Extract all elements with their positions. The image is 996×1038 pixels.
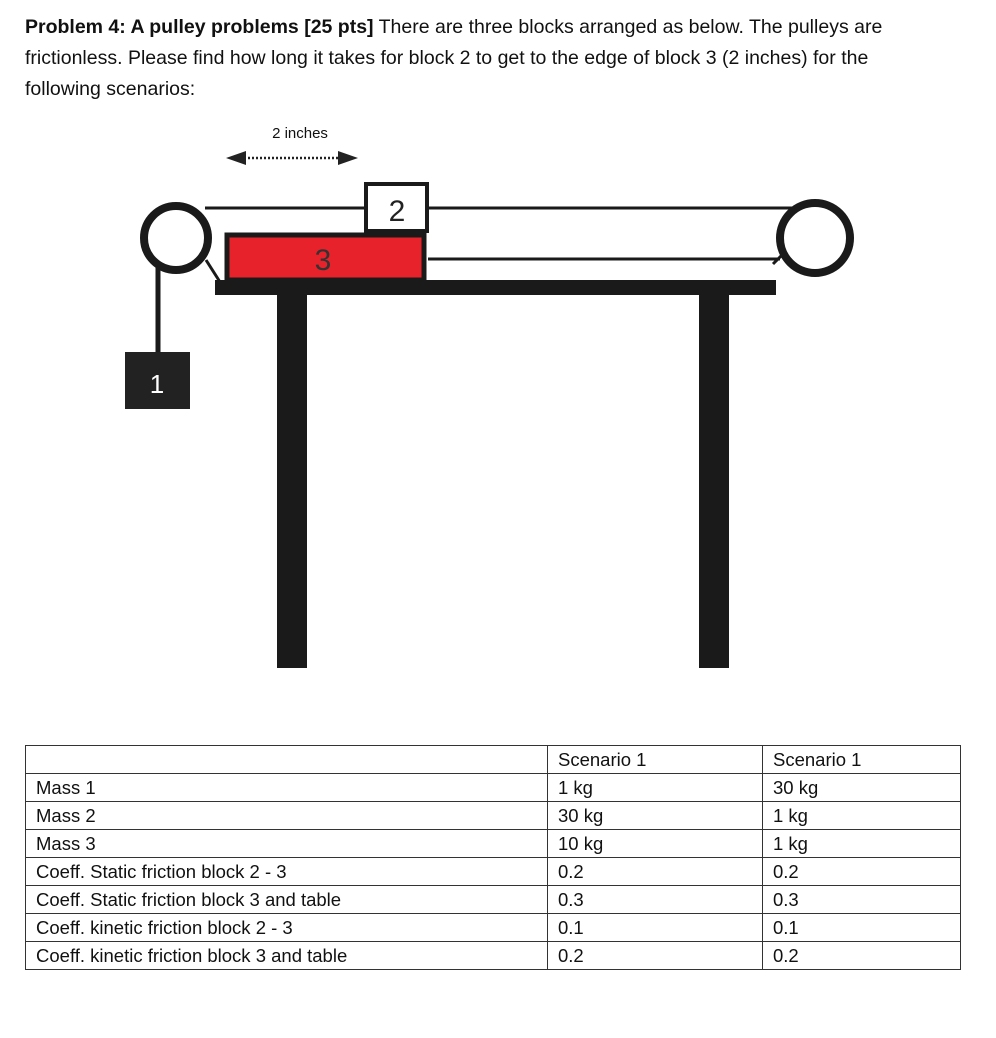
row-value-scenario-b: 1 kg [763, 830, 961, 858]
row-label: Coeff. Static friction block 3 and table [26, 886, 548, 914]
row-label: Mass 1 [26, 774, 548, 802]
row-value-scenario-a: 10 kg [548, 830, 763, 858]
row-value-scenario-b: 1 kg [763, 802, 961, 830]
header-cell-empty [26, 746, 548, 774]
table-row [26, 886, 961, 914]
pulley-right [780, 203, 850, 273]
distance-label: 2 inches [272, 125, 328, 142]
row-value-scenario-b: 0.2 [763, 858, 961, 886]
block-3-label: 3 [314, 244, 332, 277]
table-leg-left [277, 290, 307, 668]
header-cell-scenario-a: Scenario 1 [548, 746, 763, 774]
block-1-label: 1 [149, 369, 165, 399]
row-value-scenario-a: 1 kg [548, 774, 763, 802]
table-header-row [26, 746, 961, 774]
row-label: Coeff. kinetic friction block 3 and table [26, 942, 548, 970]
row-value-scenario-b: 0.1 [763, 914, 961, 942]
table-row [26, 802, 961, 830]
distance-arrow-right-head [338, 151, 358, 165]
row-value-scenario-a: 0.2 [548, 858, 763, 886]
rope-lower-diag-left [206, 260, 220, 282]
table-leg-right [699, 290, 729, 668]
scenario-table [25, 745, 961, 970]
row-label: Coeff. Static friction block 2 - 3 [26, 858, 548, 886]
pulley-diagram [0, 110, 996, 680]
table-row [26, 914, 961, 942]
header-cell-scenario-b: Scenario 1 [763, 746, 961, 774]
row-value-scenario-b: 0.3 [763, 886, 961, 914]
row-value-scenario-a: 0.1 [548, 914, 763, 942]
row-value-scenario-a: 0.2 [548, 942, 763, 970]
table-row [26, 858, 961, 886]
block-2-label: 2 [388, 195, 406, 228]
row-label: Mass 3 [26, 830, 548, 858]
row-value-scenario-b: 30 kg [763, 774, 961, 802]
problem-statement [25, 12, 925, 105]
table-row [26, 942, 961, 970]
row-label: Mass 2 [26, 802, 548, 830]
row-label: Coeff. kinetic friction block 2 - 3 [26, 914, 548, 942]
table-row [26, 830, 961, 858]
problem-text: There are three blocks arranged as below. The pulleys are frictionless. Please find how long it takes for block 2 to get to the edge of block 3 (2 inches) for the following scenarios: [25, 16, 883, 100]
row-value-scenario-a: 0.3 [548, 886, 763, 914]
row-value-scenario-a: 30 kg [548, 802, 763, 830]
pulley-left [144, 206, 208, 270]
table-row [26, 774, 961, 802]
row-value-scenario-b: 0.2 [763, 942, 961, 970]
problem-title: Problem 4: A pulley problems [25 pts] [25, 16, 374, 38]
distance-arrow-left-head [226, 151, 246, 165]
